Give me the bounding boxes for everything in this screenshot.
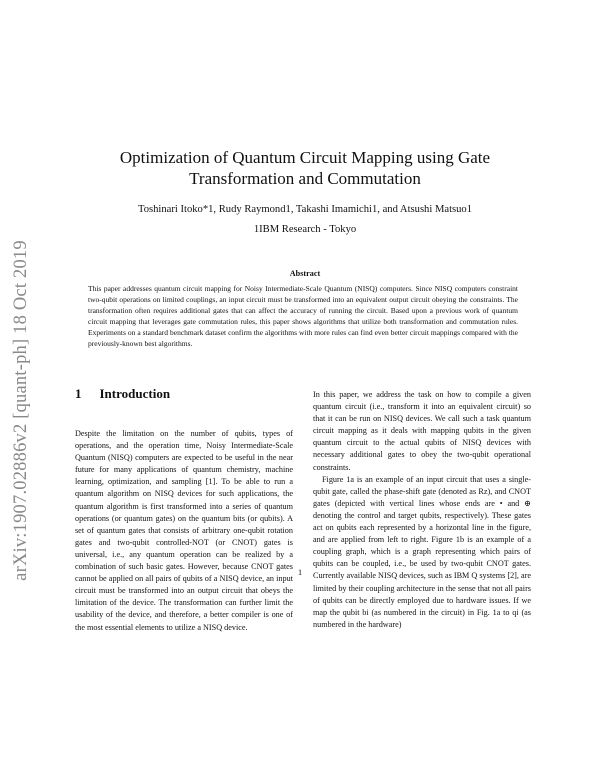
abstract-text: This paper addresses quantum circuit mapping for Noisy Intermediate-Scale Quantum (NISQ) computers. Since NISQ computers constraint two-qubit operations on limited couplings, an input circuit must be transformed into an equivalent output circuit obeying the constraints. The transformation often requires additional gates that can affect the accuracy of running the circuit. Based upon a previous work of quantum circuit mapping that leverages gate commutation rules, this paper shows algorithms that utilize both transformation and commutation rules. Experiments on a standard benchmark dataset confirm the algorithms with more rules can find even better circuit mappings compared with the previously-known best algorithms.	[88, 284, 518, 349]
section-number: 1	[75, 386, 82, 401]
arxiv-identifier-sidebar	[8, 230, 34, 590]
left-column	[75, 428, 293, 634]
abstract-heading: Abstract	[289, 269, 321, 278]
author-list: Toshinari Itoko*1, Rudy Raymond1, Takashi Imamichi1, and Atsushi Matsuo1	[137, 204, 473, 215]
paper-title	[60, 147, 550, 189]
paragraph: Despite the limitation on the number of qubits, types of operations, and the operation time, Noisy Intermediate-Scale Quantum (NISQ) computers are expected to be useful in the near future for many applications of quantum chemistry, machine learning, optimization, and sampling [1]. To be able to run a quantum algorithm on NISQ devices for such applications, the quantum algorithm is first transformed into a series of quantum operations (or quantum gates) on the quantum bits (or qubits). A set of quantum gates that consists of arbitrary one-qubit rotation gates and two-qubit controlled-NOT (or CNOT) gates is universal, i.e., any quantum operation can be realized by a combination of such basic gates. However, because CNOT gates cannot be applied on all pairs of qubits of a NISQ device, an input circuit must be transformed into an output circuit that obeys the limitation of the device. The transformation can further limit the usability of the device, and therefore, a better compiler is one of the most essential elements to utilize a NISQ device.	[75, 429, 293, 632]
arxiv-identifier: arXiv:1907.02886v2 [quant-ph] 18 Oct 2019	[10, 239, 31, 581]
title-line-1: Optimization of Quantum Circuit Mapping using Gate	[119, 148, 491, 167]
affiliation: 1IBM Research - Tokyo	[253, 224, 357, 235]
section-heading	[75, 386, 170, 402]
paragraph: Figure 1a is an example of an input circuit that uses a single-qubit gate, called the phase-shift gate (denoted as Rz), and CNOT gates (depicted with vertical lines whose ends are • and ⊕ denoting the control and target qubits, respectively). These gates act on qubits each represented by a horizontal line in the figure, and are applied from left to right. Figure 1b is an example of a coupling graph, which is a graph representing which pairs of qubits can be coupled, i.e., be used by two-qubit CNOT gates. Currently available NISQ devices, such as IBM Q systems [2], are limited by their coupling architecture in the sense that not all pairs of qubits can be directly employed due to hardware issues. If we map the qubit bi (as numbered in the circuit) in Fig. 1a to qi (as numbered in the hardware)	[313, 474, 531, 629]
page-number: 1	[297, 568, 303, 577]
title-line-2: Transformation and Commutation	[189, 169, 421, 188]
right-column	[313, 389, 531, 631]
paragraph: In this paper, we address the task on how to compile a given quantum circuit (i.e., transform it into an equivalent circuit) so that it can be run on NISQ devices. We call such a task quantum circuit mapping as it deals with mapping qubits in the given quantum circuit to the actual qubits of NISQ devices with necessary additional gates to obey the two-qubit operational constraints.	[313, 390, 531, 472]
section-title: Introduction	[99, 386, 171, 401]
